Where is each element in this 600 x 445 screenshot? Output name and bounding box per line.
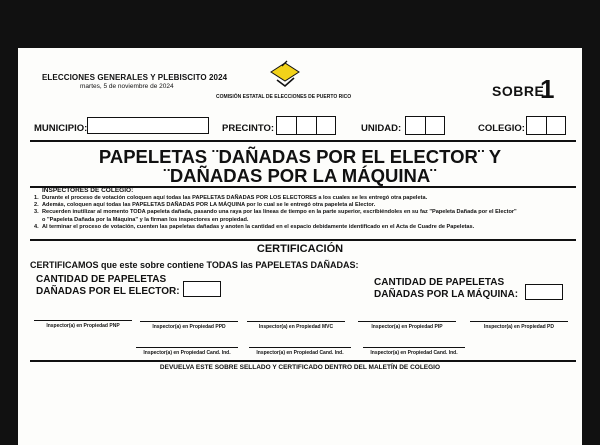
instruction-item: 3. Recuerden inutilizar al momento TODA papeleta dañada, pasando una raya por las líneas de tiempo en la parte superior, escribiéndoles en su faz "Papeleta Dañada por el Elector" (34, 209, 517, 216)
signature-line[interactable] (34, 320, 132, 321)
signature-line[interactable] (136, 347, 238, 348)
colegio-field[interactable] (526, 116, 566, 135)
signature-label: Inspector(a) en Propiedad PD (483, 324, 554, 330)
instruction-item: o "Papeleta Dañada por la Máquina" y la firman los inspectores en propiedad. (42, 216, 249, 223)
municipio-label: MUNICIPIO: (34, 123, 88, 134)
cantidad-elector-field[interactable] (183, 281, 221, 297)
signature-line[interactable] (247, 321, 345, 322)
precinto-label: PRECINTO: (222, 123, 275, 134)
cantidad-maquina-label: CANTIDAD DE PAPELETAS DAÑADAS POR LA MÁQUINA: (374, 277, 519, 300)
commission-name: COMISIÓN ESTATAL DE ELECCIONES DE PUERTO RICO (216, 94, 352, 100)
cantidad-elector-label: CANTIDAD DE PAPELETAS DAÑADAS POR EL ELECTOR: (36, 274, 180, 297)
footer-instruction: DEVUELVA ESTE SOBRE SELLADO Y CERTIFICADO DENTRO DEL MALETÍN DE COLEGIO (159, 364, 441, 371)
signature-line[interactable] (470, 321, 568, 322)
signature-label: Inspector(a) en Propiedad Cand. Ind. (256, 350, 344, 356)
instruction-item: 1. Durante el proceso de votación coloquen aquí todas las PAPELETAS DAÑADAS POR LOS ELECTORES a los cuales se les entregó otra papeleta. (34, 195, 428, 201)
signature-label: Inspector(a) en Propiedad PPD (152, 324, 226, 330)
cantidad-maquina-field[interactable] (525, 284, 563, 300)
form-title-line1: PAPELETAS ¨DAÑADAS POR EL ELECTOR¨ Y (98, 146, 502, 167)
signature-line[interactable] (358, 321, 456, 322)
signature-label: Inspector(a) en Propiedad Cand. Ind. (143, 350, 231, 356)
inspectores-heading: INSPECTORES DE COLEGIO: (42, 187, 134, 194)
instruction-item: 2. Además, coloquen aquí todas las PAPELETAS DAÑADAS POR LA MÁQUINA por lo cual se le entregó otra papeleta al Elector. (34, 202, 376, 209)
signature-label: Inspector(a) en Propiedad Cand. Ind. (370, 350, 458, 356)
unidad-field[interactable] (405, 116, 445, 135)
signature-line[interactable] (363, 347, 465, 348)
precinto-field[interactable] (276, 116, 336, 135)
signature-line[interactable] (249, 347, 351, 348)
signature-label: Inspector(a) en Propiedad PIP (371, 324, 443, 330)
colegio-label: COLEGIO: (478, 123, 525, 134)
signature-label: Inspector(a) en Propiedad MVC (258, 324, 334, 330)
divider-footer (30, 360, 576, 362)
instructions-list (34, 195, 517, 231)
certification-statement: CERTIFICAMOS que este sobre contiene TODAS las PAPELETAS DAÑADAS: (30, 260, 359, 270)
sobre-label: SOBRE (492, 83, 545, 99)
sobre-number: 1 (540, 74, 555, 104)
municipio-field[interactable] (87, 117, 209, 134)
instruction-item: 4. Al terminar el proceso de votación, cuenten las papeletas dañadas y anoten la cantidad en el espacio debidamente identificado en el Acta de Cuadre de Papeletas. (34, 223, 475, 230)
signature-line[interactable] (140, 321, 238, 322)
unidad-label: UNIDAD: (361, 123, 402, 134)
election-date: martes, 5 de noviembre de 2024 (80, 83, 174, 90)
divider-cert (30, 239, 576, 241)
certificacion-heading: CERTIFICACIÓN (256, 243, 344, 255)
election-title: ELECCIONES GENERALES Y PLEBISCITO 2024 (42, 73, 228, 82)
divider-top (30, 140, 576, 142)
signature-label: Inspector(a) en Propiedad PNP (46, 323, 120, 329)
cee-logo-icon (268, 60, 302, 90)
form-title-line2: ¨DAÑADAS POR LA MÁQUINA¨ (163, 165, 437, 186)
